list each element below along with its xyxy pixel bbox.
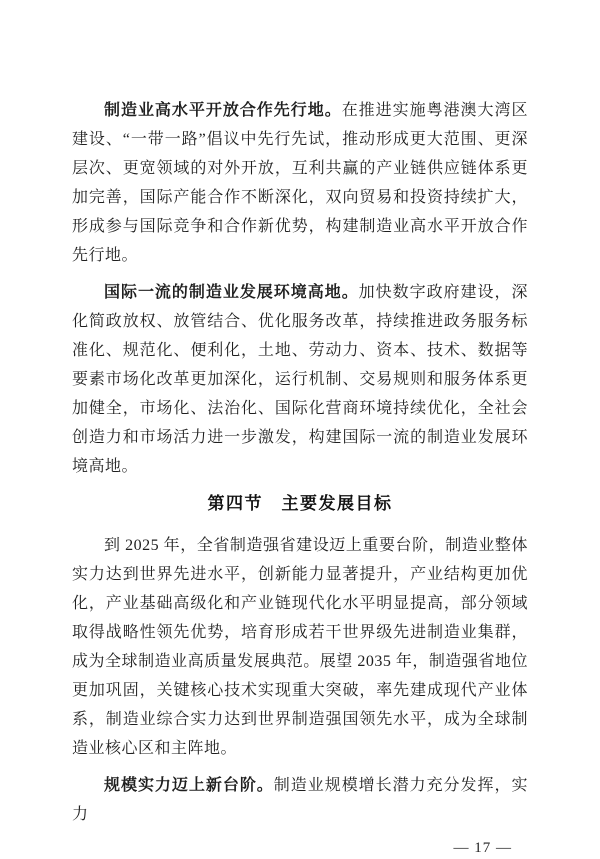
paragraph-2025-goals: [72, 531, 528, 763]
paragraph-lead: 制造业高水平开放合作先行地。: [104, 102, 342, 119]
paragraph-body: 加快数字政府建设，深化简政放权、放管结合、优化服务改革，持续推进政务服务标准化、规范化、便利化，土地、劳动力、资本、技术、数据等要素市场化改革更加深化，运行机制、交易规则和服务体系更加健全，市场化、法治化、国际化营商环境持续优化，全社会创造力和市场活力进一步激发，构建国际一流的制造业发展环境高地。: [72, 284, 528, 475]
paragraph-open-cooperation: [72, 96, 528, 270]
page-number: — 17 —: [453, 840, 512, 856]
paragraph-scale-strength: [72, 771, 528, 829]
paragraph-lead: 国际一流的制造业发展环境高地。: [104, 284, 359, 301]
section-heading: 第四节 主要发展目标: [207, 494, 393, 513]
page-content: [72, 96, 528, 859]
paragraph-body: 制造业规模增长潜力充分发挥，实力: [72, 777, 528, 823]
paragraph-environment-highland: [72, 278, 528, 481]
paragraph-body: 在推进实施粤港澳大湾区建设、“一带一路”倡议中先行先试，推动形成更大范围、更深层次、更宽领域的对外开放，互利共赢的产业链供应链体系更加完善，国际产能合作不断深化，双向贸易和投资持续扩大，形成参与国际竞争和合作新优势，构建制造业高水平开放合作先行地。: [72, 102, 528, 264]
paragraph-lead: 规模实力迈上新台阶。: [104, 777, 274, 794]
paragraph-body: 到 2025 年，全省制造强省建设迈上重要台阶，制造业整体实力达到世界先进水平，创新能力显著提升，产业结构更加优化，产业基础高级化和产业链现代化水平明显提高，部分领域取得战略性领先优势，培育形成若干世界级先进制造业集群，成为全球制造业高质量发展典范。展望 2035 年，制造强省地位更加巩固，关键核心技术实现重大突破，率先建成现代产业体系，制造业综合实力达到世界制造强国领先水平，成为全球制造业核心区和主阵地。: [72, 537, 528, 757]
